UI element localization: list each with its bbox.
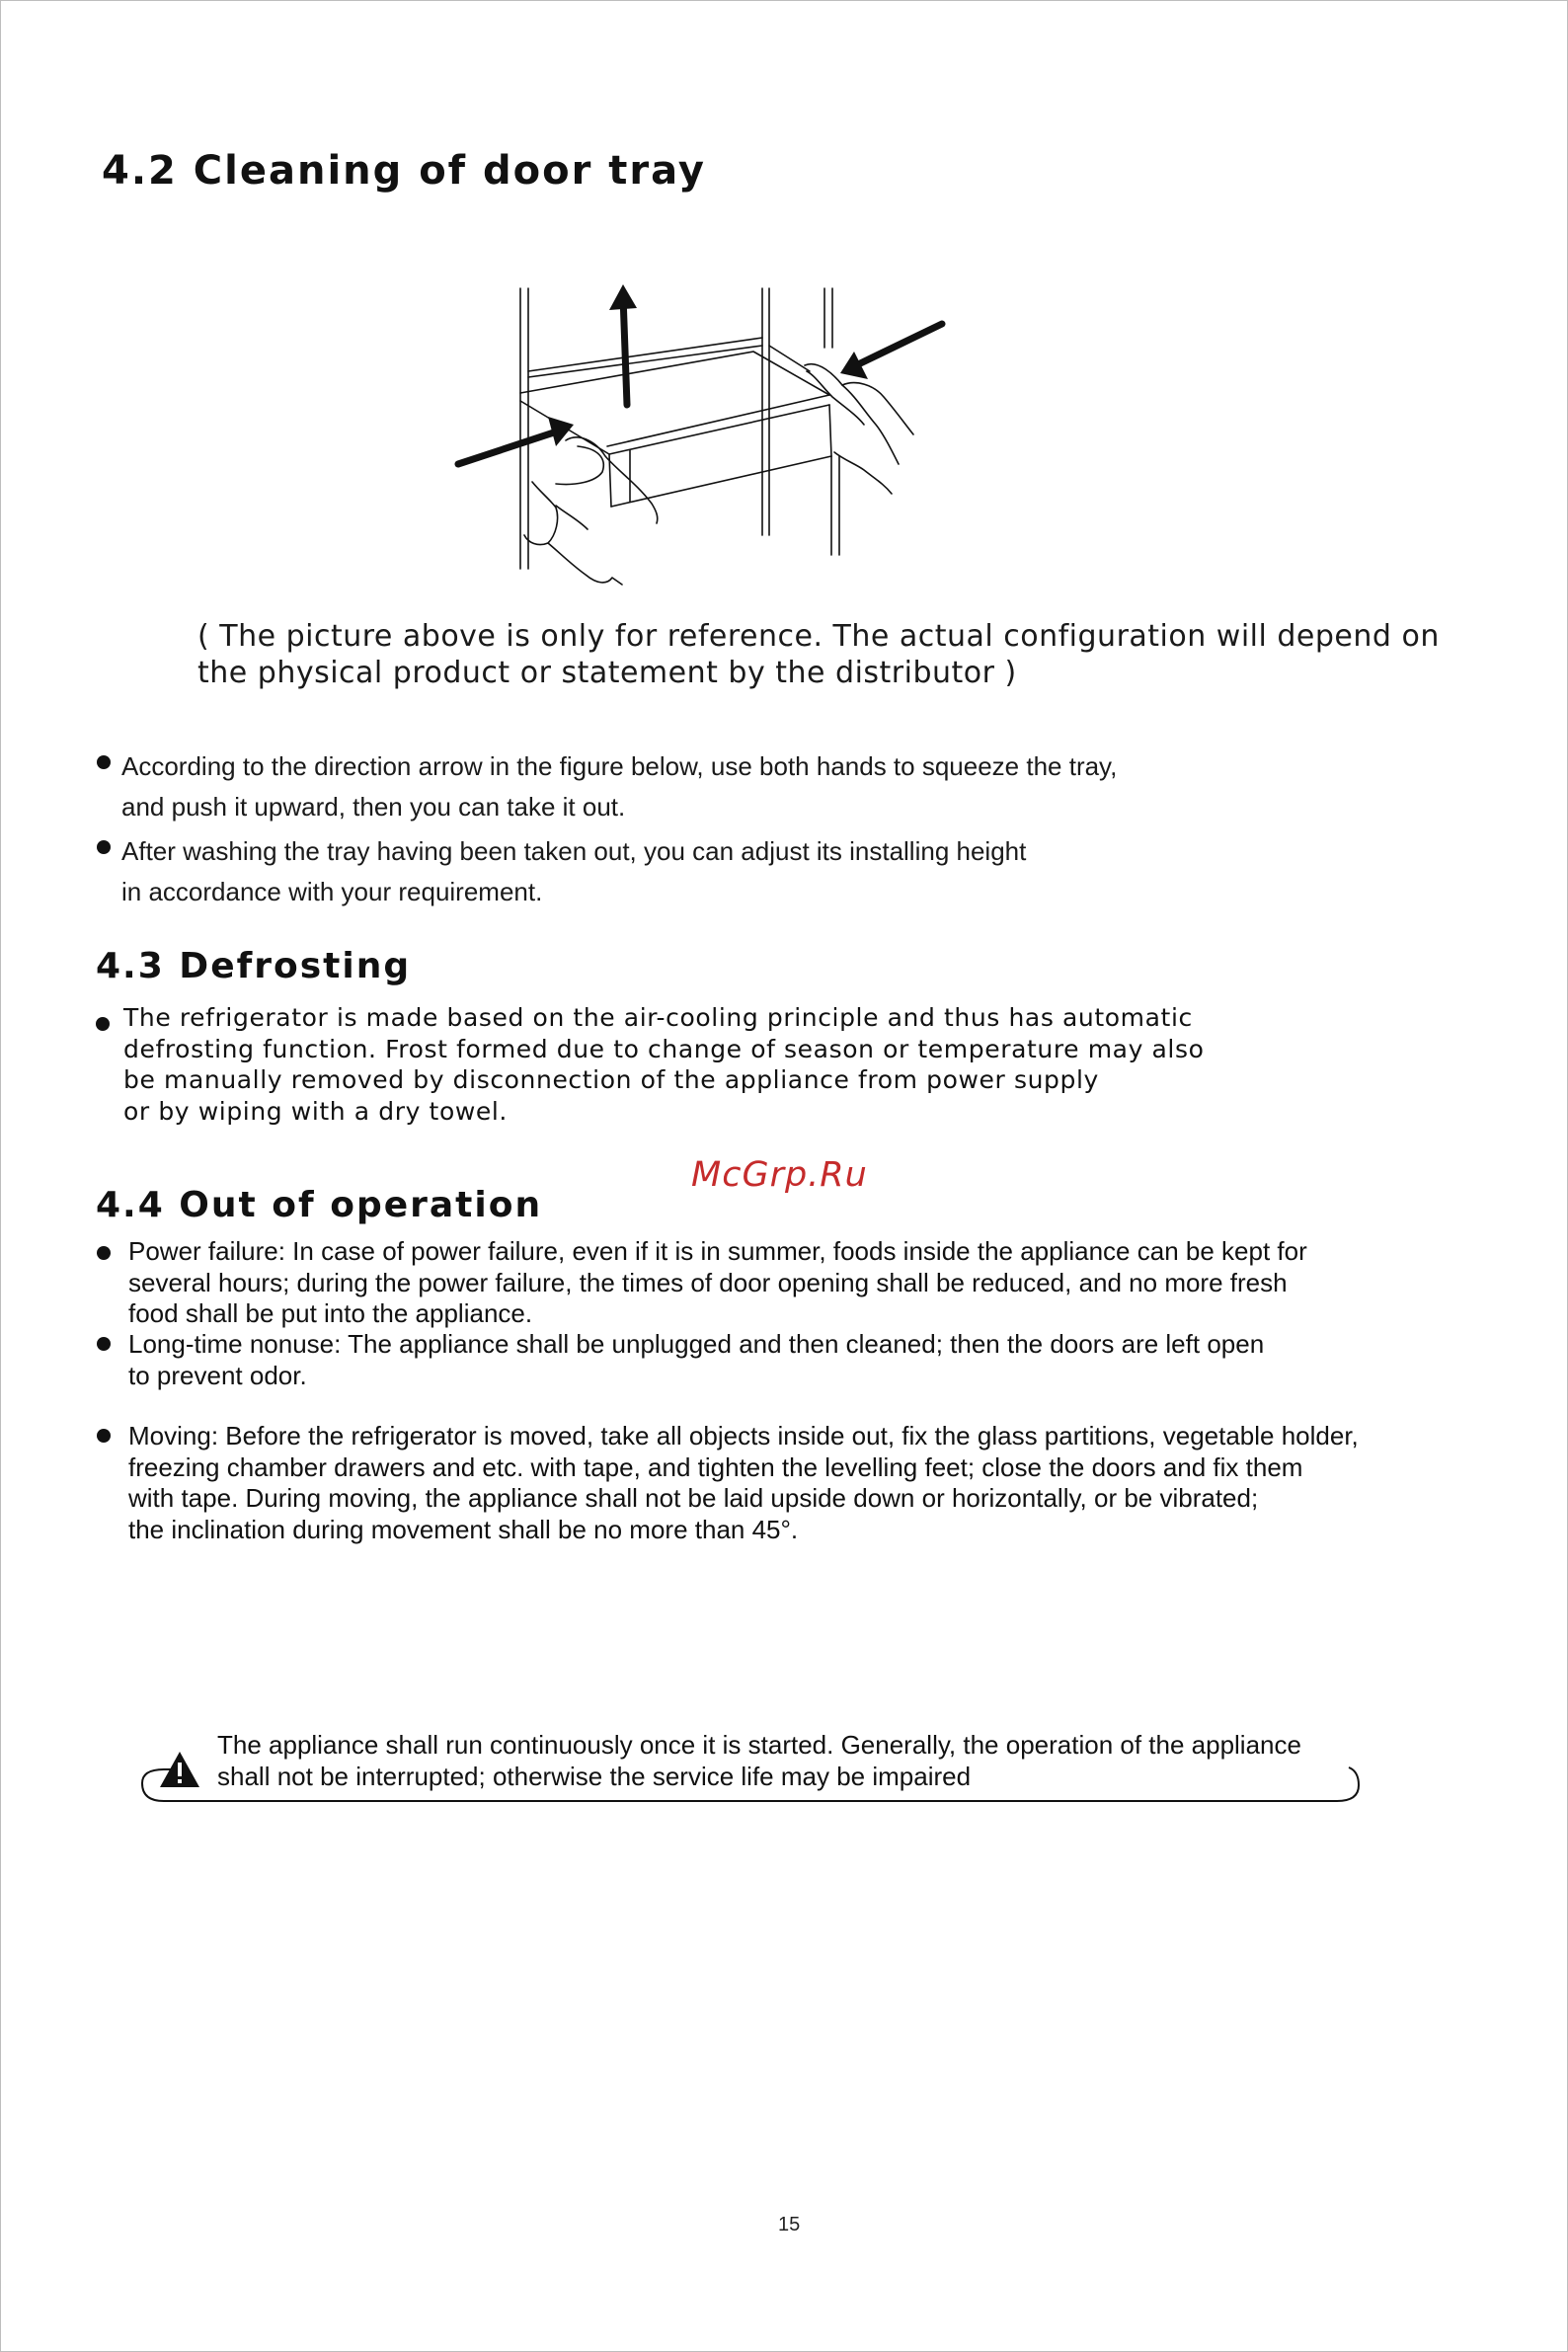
tray-instruction-line-4: in accordance with your requirement. xyxy=(121,877,543,906)
nonuse-paragraph xyxy=(128,1329,1264,1391)
warning-line-1: The appliance shall run continuously once it is started. Generally, the operation of the appliance xyxy=(217,1730,1301,1760)
moving-line: freezing chamber drawers and etc. with tape, and tighten the levelling feet; close the doors and fix them xyxy=(128,1451,1303,1482)
warning-text xyxy=(217,1730,1301,1792)
moving-line: Moving: Before the refrigerator is moved, take all objects inside out, fix the glass partitions, vegetable holder, xyxy=(128,1421,1359,1450)
tray-instruction-line-2: and push it upward, then you can take it out. xyxy=(121,792,626,822)
bullet-dot xyxy=(96,1017,110,1031)
tray-instruction-line-3: After washing the tray having been taken out, you can adjust its installing height xyxy=(121,836,1027,866)
power-failure-paragraph xyxy=(128,1236,1307,1330)
nonuse-line: Long-time nonuse: The appliance shall be unplugged and then cleaned; then the doors are left open xyxy=(128,1329,1265,1359)
bullet-dot xyxy=(97,1246,111,1260)
bullet-dot xyxy=(97,755,111,769)
defrosting-line: defrosting function. Frost formed due to change of season or temperature may also xyxy=(123,1034,1205,1063)
page-number: 15 xyxy=(778,2214,801,2235)
tray-instruction-line-1: According to the direction arrow in the figure below, use both hands to squeeze the tray, xyxy=(121,751,1118,781)
defrosting-line: be manually removed by disconnection of the appliance from power supply xyxy=(123,1065,1099,1094)
defrosting-line: or by wiping with a dry towel. xyxy=(123,1096,508,1126)
defrosting-paragraph xyxy=(123,1002,1205,1127)
door-tray-removal-illustration xyxy=(449,276,953,592)
bullet-dot xyxy=(97,1429,111,1443)
figure-caption-line-2: the physical product or statement by the distributor ) xyxy=(197,656,1017,690)
section-title-cleaning-door-tray: 4.2 Cleaning of door tray xyxy=(102,148,706,194)
section-title-out-of-operation: 4.4 Out of operation xyxy=(96,1185,543,1225)
power-failure-line: food shall be put into the appliance. xyxy=(128,1298,533,1328)
power-failure-line: several hours; during the power failure, the times of door opening shall be reduced, and no more fresh xyxy=(128,1267,1288,1297)
moving-line: with tape. During moving, the appliance shall not be laid upside down or horizontally, or be vibrated; xyxy=(128,1483,1259,1513)
watermark: McGrp.Ru xyxy=(691,1155,868,1195)
defrosting-line: The refrigerator is made based on the air-cooling principle and thus has automatic xyxy=(123,1003,1193,1032)
bullet-dot xyxy=(97,840,111,854)
figure-caption-line-1: ( The picture above is only for reference. The actual configuration will depend on xyxy=(197,619,1440,654)
nonuse-line: to prevent odor. xyxy=(128,1360,307,1390)
warning-triangle-icon xyxy=(158,1750,201,1789)
section-title-defrosting: 4.3 Defrosting xyxy=(96,946,412,986)
moving-paragraph xyxy=(128,1421,1359,1545)
warning-line-2: shall not be interrupted; otherwise the service life may be impaired xyxy=(217,1761,972,1791)
bullet-dot xyxy=(97,1337,111,1351)
moving-line: the inclination during movement shall be no more than 45°. xyxy=(128,1514,799,1544)
power-failure-line: Power failure: In case of power failure, even if it is in summer, foods inside the appliance can be kept for xyxy=(128,1236,1307,1266)
